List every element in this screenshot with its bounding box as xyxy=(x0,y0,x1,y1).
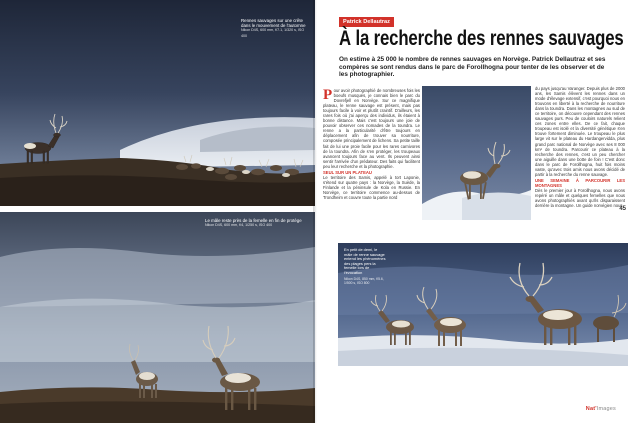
top-reindeer-photo xyxy=(0,0,315,206)
magazine-name-suffix: Images xyxy=(596,406,616,412)
article-column-1 xyxy=(323,88,420,200)
bottom-photo-caption-meta: Nikon D4S, 600 mm, f/4, 1/250 s, ISO 400 xyxy=(205,223,273,228)
article-column-2 xyxy=(535,86,625,209)
top-photo-caption-meta: Nikon D4S, 600 mm, f/7.1, 1/320 s, ISO 400 xyxy=(241,28,305,38)
magazine-name-prefix: Nat' xyxy=(585,406,597,412)
top-photo-caption xyxy=(241,18,307,39)
column-1-paragraph-text: our avoir photographié de nombreuses fois les boeufs musqués, je connais bien le parc du Dovrefjell en Norvège. Sur ce magnifique plateau, le renne sauvage est présent, mais pas toujours facile à voir et plutôt craintif. D'ailleurs, les rares fois où j'ai aperçu des individus, ils étaient à bonne distance. Mais c'est toujours une joie de pouvoir observer ces nomades de la toundra. Le renne a la particularité d'être toujours en déplacement afin de trouver sa nourriture, composée principalement de lichens. Sa petite taille fait de lui une proie facile pour les rares carnivores de la toundra. Afin de s'en protéger, les troupeaux avancent toujours face au vent. Ils peuvent ainsi sentir l'arrivée d'un prédateur. Des faits qui facilitent peu leur recherche et la photographie. xyxy=(323,88,420,169)
author-tag: Patrick Dellautraz xyxy=(339,17,394,27)
column-2-paragraph: du pays jusqu'au Varanger. Depuis plus de 2000 ans, les Samis élèvent les rennes dans un mode d'élevage extensif, c'est pourquoi nous en trouvons en liberté à la recherche de nourriture dans la toundra. Dans les montagnes au sud de ce territoire, on découvre cependant des rennes sauvages purs. Peu de couloirs naturels relient ces zones entre elles. De ce fait, chaque troupeau est isolé et la diversité génétique s'en trouve fortement diminuée. Le troupeau le plus large vit sur le plateau du Hardangervidda, plus grand parc national de Norvège avec ses 8 000 km² de toundra. Parcourir ce plateau à la recherche des rennes, c'est un peu chercher une aiguille dans une botte de foin ! C'est donc dans le parc de Forollhogna, huit fois moins vaste, qu'avec trois amis nous avons décidé de partir à la recherche du renne sauvage. xyxy=(535,86,625,177)
page-number: 45 xyxy=(619,206,626,212)
column-1-paragraph-2: Le territoire des Samis, appelé à tort Laponie, s'étend sur quatre pays : la Norvège, la Suède, la Finlande et la péninsule de Kola en Russie. En Norvège, ce territoire commence au-dessus de Trondheim et couvre toute la partie nord xyxy=(323,175,420,201)
top-photo-caption-text: Rennes sauvages sur une crête dans le mouvement de l'automne xyxy=(241,18,306,29)
magazine-name xyxy=(586,406,616,412)
column-1-paragraph xyxy=(323,88,420,169)
large-photo-caption-text: En petit de demi, le mâle de renne sauvage entend les phénomènes des plages pers la femelle lors de l'évocation xyxy=(344,247,386,275)
bottom-photo-caption xyxy=(205,218,305,228)
column-2-subhead: UNE SEMAINE À PARCOURIR LES MONTAGNES xyxy=(535,178,625,189)
inset-reindeer-photo xyxy=(422,86,531,220)
right-page xyxy=(317,0,630,423)
article-headline: À la recherche des rennes sauvages xyxy=(339,26,624,50)
large-photo-caption-meta: Nikon D4S, 850 mm, f/5.6, 1/500 s, ISO 800 xyxy=(344,276,384,286)
column-2-paragraph-2: Dès le premier jour à Forollhogna, nous avons repéré un mâle et quelques femelles que nous avons photographiés avant qu'ils disparaissent derrière la montagne. Un guide norvégien nous xyxy=(535,188,625,209)
article-standfirst: On estime à 25 000 le nombre de rennes sauvages en Norvège. Patrick Dellautraz et ses compères se sont rendus dans le parc de Forollhogna pour tenter de les observer et de les photographier. xyxy=(339,56,606,79)
column-1-subhead: SEUL SUR UN PLATEAU xyxy=(323,170,372,176)
dropcap: P xyxy=(323,86,333,103)
large-photo-caption xyxy=(344,248,386,286)
bottom-photo-caption-text: Le mâle reste près de la femelle en fin de protège xyxy=(205,218,302,223)
bottom-reindeer-photo xyxy=(0,212,315,423)
